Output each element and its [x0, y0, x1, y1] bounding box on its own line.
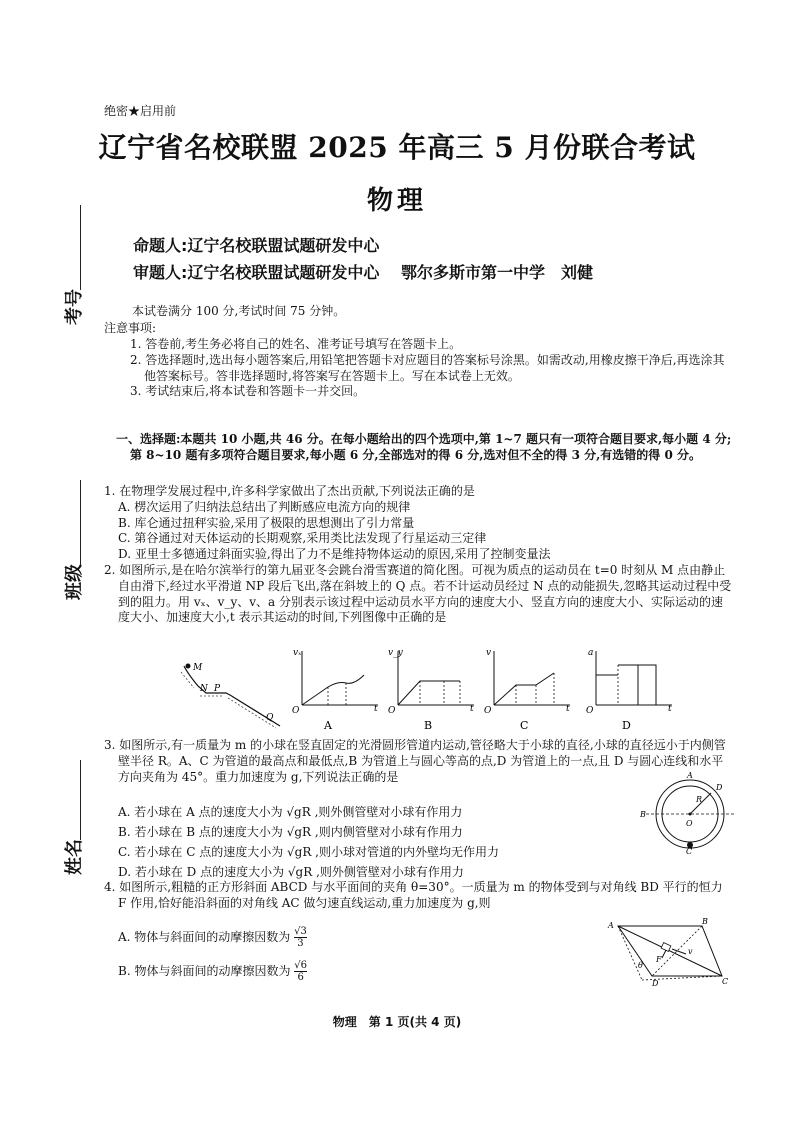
pipe-label-r: R	[696, 795, 703, 804]
graph-b-origin: O	[388, 706, 396, 716]
inclined-plane-figure	[602, 918, 732, 988]
graph-d-ylabel: a	[588, 648, 594, 658]
q1-option-d: D. 亚里士多德通过斜面实验,得出了力不是维持物体运动的原因,采用了控制变量法	[118, 547, 551, 562]
q1-stem: 1. 在物理学发展过程中,许多科学家做出了杰出贡献,下列说法正确的是	[104, 484, 475, 498]
graph-a-tlabel: t	[374, 704, 378, 714]
pipe-label-a: A	[687, 772, 693, 780]
label-p: P	[214, 684, 221, 694]
reviewer-line: 审题人:辽宁名校联盟试题研发中心 鄂尔多斯市第一中学 刘健	[133, 263, 593, 282]
q3-option-b: B. 若小球在 B 点的速度大小为 √gR ,则内侧管壁对小球有作用力	[118, 825, 463, 839]
page-footer: 物理 第 1 页(共 4 页)	[332, 1015, 462, 1029]
notice-list	[118, 337, 734, 400]
q4-option-b-text: B. 物体与斜面间的动摩擦因数为	[118, 964, 291, 978]
notice-item: 3. 考试结束后,将本试卷和答题卡一并交回。	[130, 384, 366, 399]
q4-option-a-text: A. 物体与斜面间的动摩擦因数为	[118, 930, 291, 944]
section-heading-text: 一、选择题:本题共 10 小题,共 46 分。在每小题给出的四个选项中,第 1~7 题只有一项符合题目要求,每小题 4 分;第 8~10 题有多项符合题目要求,每小题 6 分,全部选对的得 6 分,选对但不全的得 3 分,有选错的得 0 分。	[116, 432, 732, 462]
q1-option-b: B. 库仑通过扭秤实验,采用了极限的思想测出了引力常量	[118, 515, 415, 530]
q4-b-numerator: √6	[294, 960, 308, 971]
graph-a-letter: A	[324, 719, 332, 732]
graph-a	[292, 648, 378, 732]
graph-d-letter: D	[622, 719, 631, 732]
exam-number-line	[80, 205, 81, 290]
plane-label-v: v	[688, 947, 693, 956]
question-4	[104, 880, 734, 912]
graph-c-ylabel: v	[486, 648, 492, 658]
q4-stem: 4. 如图所示,粗糙的正方形斜面 ABCD 与水平面间的夹角 θ=30°。一质量为 m 的物体受到与对角线 BD 平行的恒力 F 作用,恰好能沿斜面的对角线 AC 做匀速直线运动,重力加速度为 g,则	[104, 880, 723, 910]
graph-b-ylabel: v_y	[388, 648, 403, 658]
label-n: N	[200, 684, 208, 694]
q4-b-denominator: 6	[297, 972, 304, 983]
plane-label-b: B	[702, 918, 708, 926]
q4-a-denominator: 3	[297, 938, 304, 949]
plane-label-c: C	[722, 977, 729, 986]
question-1	[104, 484, 734, 563]
notice-item: 1. 答卷前,考生务必将自己的姓名、准考证号填写在答题卡上。	[130, 337, 462, 351]
pipe-label-c: C	[686, 847, 693, 854]
graph-c	[484, 648, 570, 732]
graph-b-tlabel: t	[470, 704, 474, 714]
plane-label-f: F	[656, 955, 662, 964]
circular-pipe-figure	[640, 772, 740, 854]
class-label: 班级	[64, 564, 85, 600]
exam-number-label: 考号	[64, 289, 85, 325]
graph-b-letter: B	[424, 719, 433, 732]
q3-option-c: C. 若小球在 C 点的速度大小为 √gR ,则小球对管道的内外壁均无作用力	[118, 845, 500, 859]
section-heading	[104, 432, 734, 464]
question-2	[104, 563, 734, 626]
name-line	[80, 760, 81, 840]
label-q: Q	[266, 713, 274, 723]
q3-stem: 3. 如图所示,有一质量为 m 的小球在竖直固定的光滑圆形管道内运动,管径略大于小球的直径,小球的直径远小于内侧管壁半径 R。A、C 为管道的最高点和最低点,B 为管道上与圆心等高的点,D 为管道上的一点,且 D 与圆心连线和水平方向夹角为 45°。重力加速度为 g,下列说法正确的是	[104, 738, 726, 784]
label-m: M	[193, 663, 203, 673]
graph-c-letter: C	[520, 719, 529, 732]
pipe-label-b: B	[640, 810, 646, 819]
q2-graph-set	[288, 645, 678, 735]
plane-label-d: D	[652, 979, 659, 988]
graph-d-origin: O	[586, 706, 594, 716]
graph-d	[586, 648, 672, 732]
q3-option-d: D. 若小球在 D 点的速度大小为 √gR ,则外侧管壁对小球有作用力	[118, 865, 464, 879]
q4-option-b	[118, 960, 307, 983]
q4-a-numerator: √3	[294, 926, 307, 937]
q3-options	[118, 802, 618, 882]
graph-a-ylabel: vₓ	[293, 648, 302, 658]
q4-option-a	[118, 926, 307, 949]
notice-item: 2. 答选择题时,选出每小题答案后,用铅笔把答题卡对应题目的答案标号涂黑。如需改动,用橡皮擦干净后,再选涂其他答案标号。答非选择题时,将答案写在答题卡上。写在本试卷上无效。	[130, 352, 725, 383]
q4-option-b-fraction	[294, 960, 307, 983]
q1-option-c: C. 第谷通过对天体运动的长期观察,采用类比法发现了行星运动三定律	[118, 531, 487, 546]
exam-intro: 本试卷满分 100 分,考试时间 75 分钟。	[132, 304, 346, 318]
graph-c-origin: O	[484, 706, 492, 716]
pipe-label-o: O	[686, 819, 693, 828]
q4-option-a-fraction	[294, 926, 307, 949]
confidential-mark: 绝密★启用前	[104, 104, 177, 118]
q2-stem: 2. 如图所示,是在哈尔滨举行的第九届亚冬会跳台滑雪赛道的简化图。可视为质点的运动员在 t=0 时刻从 M 点由静止自由滑下,经过水平滑道 NP 段后飞出,落在斜坡上的 Q 点。若不计运动员经过 N 点的动能损失,忽略其运动过程中受到的阻力。用 vₓ、v_y、v、a 分别表示该过程中运动员水平方向的速度大小、竖直方向的速度大小、实际运动的速度大小、加速度大小,t 表示其运动的时间,下列图像中正确的是	[104, 563, 732, 625]
graph-d-tlabel: t	[668, 704, 672, 714]
setter-line: 命题人:辽宁名校联盟试题研发中心	[133, 236, 380, 255]
pipe-label-d: D	[716, 783, 723, 792]
class-line	[80, 480, 81, 565]
q3-option-a: A. 若小球在 A 点的速度大小为 √gR ,则外侧管壁对小球有作用力	[118, 805, 463, 819]
name-label: 姓名	[64, 839, 85, 875]
graph-b	[388, 648, 474, 732]
plane-label-a: A	[608, 921, 614, 930]
subject-title: 物理	[366, 186, 427, 216]
notice-heading: 注意事项:	[104, 321, 157, 335]
q1-option-a: A. 楞次运用了归纳法总结出了判断感应电流方向的规律	[118, 499, 411, 514]
graph-c-tlabel: t	[566, 704, 570, 714]
q2-graphs	[288, 645, 678, 735]
ski-slope-figure	[176, 660, 286, 730]
exam-title: 辽宁省名校联盟 2025 年高三 5 月份联合考试	[98, 131, 696, 164]
graph-a-origin: O	[292, 706, 300, 716]
plane-label-theta: θ	[638, 961, 643, 970]
